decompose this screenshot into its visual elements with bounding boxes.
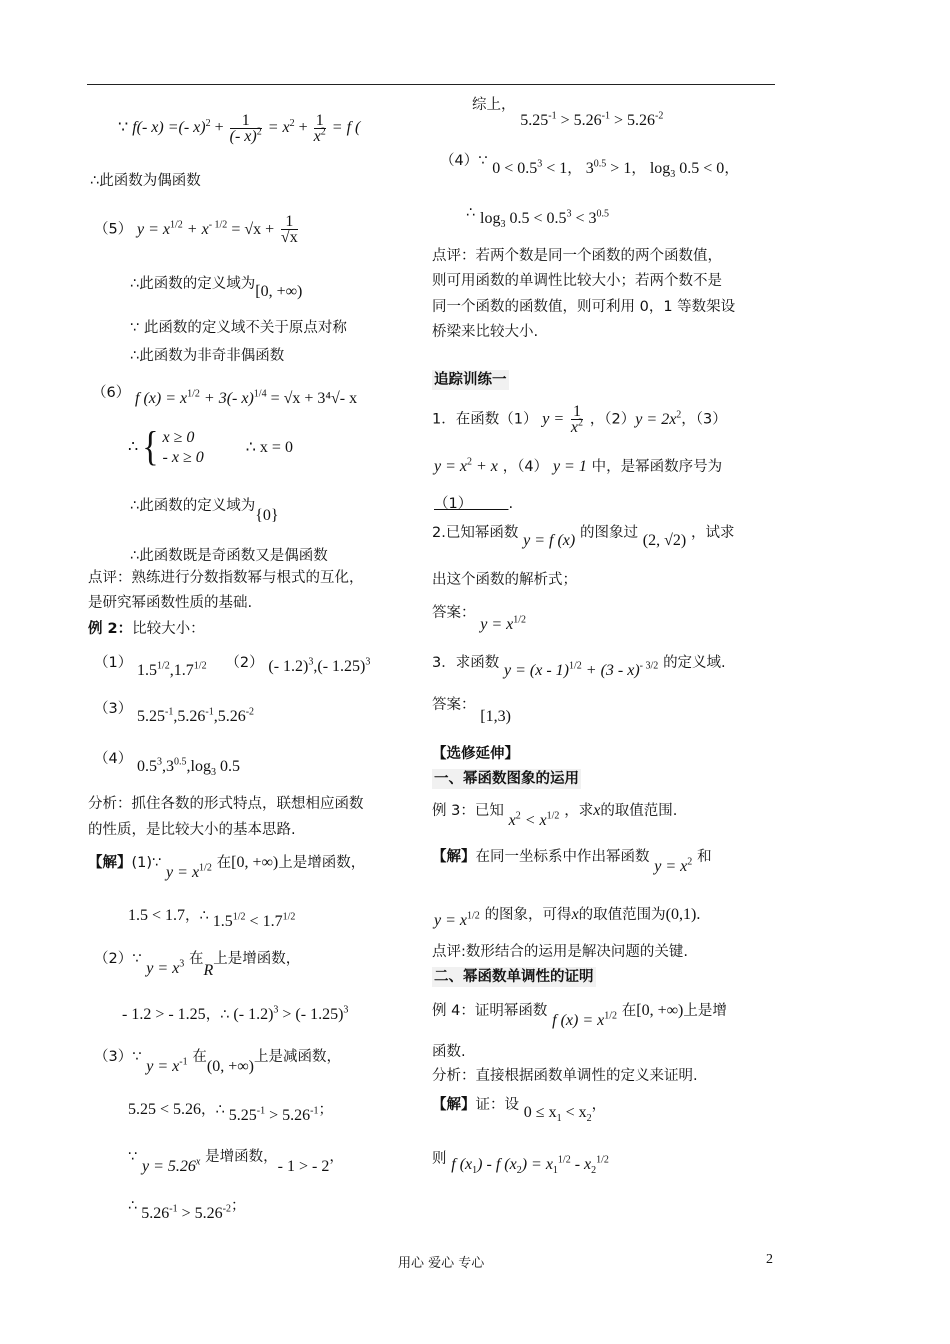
conclusion-neither: ∴此函数为非奇非偶函数: [130, 348, 285, 364]
example4-line: 例 4：证明幂函数 f $(x) = x^{1/2}$ 在[0, +∞)上是增: [432, 1002, 727, 1029]
conclusion-even: ∴此函数为偶函数: [90, 173, 201, 189]
part4-result: ∴ $\log_3 0.5 < 0.5^3 < 3^{0.5}$: [466, 205, 610, 231]
fraction: $\frac{1}{(- x)^2}$: [229, 112, 262, 145]
example3-line: 例 3：已知 $x^2 < x^{1/2}$ ，求x的取值范围.: [432, 802, 678, 829]
domain-line: ∴此函数的定义域为[0, +∞): [130, 276, 303, 300]
solution-3: （3）∵ $y = x^{-1}$ 在(0, +∞)上是减函数，: [94, 1049, 341, 1075]
solution-1: 【解】(1)∵ $y = x^{1/2}$ 在[0, +∞)上是增函数，: [88, 854, 366, 881]
section1-title: 一、幂函数图象的运用: [434, 771, 579, 787]
header-rule: [87, 84, 775, 85]
analysis-line: 的性质，是比较大小的基本思路.: [88, 822, 296, 838]
solution-1-result: 1.5 < 1.7，∴ $1.5^{1/2} < 1.7^{1/2}$: [128, 907, 296, 930]
track-q2: 2.已知幂函数 y = f (x) 的图象过 (2, √2) ，试求: [432, 525, 735, 549]
extension-title: 【选修延伸】: [432, 746, 519, 762]
solution-3-step: ∵ $y = 5.26^x$ 是增函数，- 1 > - 2，: [128, 1149, 344, 1175]
note-line: 桥梁来比较大小.: [432, 324, 539, 340]
question-1-2: （1） $1.5^{1/2},1.7^{1/2}$ （2） (- 1.2)$^3$,(- 1.25)$^3$: [94, 655, 371, 679]
note-line: 是研究幂函数性质的基础.: [88, 595, 253, 611]
solution-3-result: 5.25 < 5.26，∴ $5.25^{-1} > 5.26^{-1}$；: [128, 1101, 333, 1124]
question-4: （4） $0.5^3,3^{0.5},\log_3$ 0.5: [94, 751, 240, 779]
symmetry-line: ∵ 此函数的定义域不关于原点对称: [130, 320, 347, 336]
track-training-title: 追踪训练一: [434, 372, 507, 388]
fraction: $\frac{1}{√x}$: [280, 213, 298, 246]
example3-solution-cont: $y = x^{1/2}$ 的图象，可得x的取值范围为(0,1).: [434, 906, 701, 929]
track-q1-answer: （1） .: [434, 496, 514, 512]
question-3: （3） $5.25^{-1},5.26^{-1},5.26^{-2}$: [94, 701, 255, 725]
solution-2: （2）∵ $y = x^3$ 在R上是增函数，: [94, 951, 301, 979]
summary-line: 综上， $5.25^{-1} > 5.26^{-1} > 5.26^{-2}$: [472, 97, 664, 129]
part6-line: （6） f $(x) = x^{1/2} + 3(-$ x)$^{1/4}$ = √x + 3⁴√- x: [92, 385, 358, 407]
example4-analysis: 分析：直接根据函数单调性的定义来证明.: [432, 1068, 698, 1084]
example4-cont: 函数.: [432, 1044, 466, 1060]
page-number: 2: [766, 1252, 773, 1267]
solution-2-result: - 1.2 > - 1.25，∴ (- 1.2)$^3$ > (- 1.25)$^3$: [122, 1004, 349, 1023]
track-q2-answer: 答案： $y = x^{1/2}$: [432, 605, 527, 633]
footer-motto: 用心 爱心 专心: [398, 1256, 485, 1271]
system-line: ∴ { x ≥ 0 - x ≥ 0 ∴ x = 0: [128, 425, 293, 470]
domain-line-6: ∴此函数的定义域为{0}: [130, 498, 279, 524]
solution-3-final: ∴ $5.26^{-1} > 5.26^{-2}$；: [128, 1198, 246, 1222]
note-line: 点评：熟练进行分数指数幂与根式的互化，: [88, 570, 364, 586]
track-q2-cont: 出这个函数的解析式；: [432, 572, 577, 588]
example3-note: 点评:数形结合的运用是解决问题的关键.: [432, 944, 688, 960]
example2-title: 例 2：比较大小：: [88, 621, 205, 637]
track-q3: 3．求函数 y = (x - 1)$^{1/2}$ + (3 - x)$^{- 3/2}$ 的定义域.: [432, 655, 726, 679]
fraction: $\frac{1}{x^2}$: [570, 403, 584, 436]
part4-line: （4）∵ $0 < 0.5^3 < 1$， $3^{0.5} > 1$， $\log_3 0.5 < 0$，: [440, 153, 739, 181]
track-q3-answer: 答案： [1,3): [432, 697, 511, 725]
track-q1: 1．在函数（1） y = $\frac{1}{x^2}$ ，$(2)y = 2x^2$，（3）: [432, 403, 727, 436]
note-line: 点评：若两个数是同一个函数的两个函数值，: [432, 248, 722, 264]
example3-solution: 【解】在同一坐标系中作出幂函数 $y = x^2$ 和: [432, 849, 712, 875]
example4-solution: 【解】证：设 $0 \le x_1 < x_2$，: [432, 1097, 607, 1125]
fraction: $\frac{1}{x^2}$: [313, 112, 326, 145]
section2-title: 二、幂函数单调性的证明: [434, 969, 594, 985]
part5-line: （5） $y = x^{1/2} + x^{- 1/2} = √x$ + $\frac{1}{√x}$: [94, 213, 298, 246]
conclusion-both: ∴此函数既是奇函数又是偶函数: [130, 548, 328, 564]
note-line: 则可用函数的单调性比较大小；若两个数不是: [432, 273, 722, 289]
equation-line: ∵ f(- x) =(- x)$^2$ + $\frac{1}{(- x)^2}$ = $x^2$ + $\frac{1}{x^2}$ = f (: [118, 112, 361, 145]
note-line: 同一个函数的函数值，则可利用 0，1 等数架设: [432, 299, 736, 315]
track-q1-cont: $y = x^2 + x$ ，（4） y = 1 中，是幂函数序号为: [434, 456, 723, 475]
example4-diff: 则 f $(x_1)$ - f $(x_2) = x_1^{1/2} - x_2^{1/2}$: [432, 1151, 609, 1177]
analysis-line: 分析：抓住各数的形式特点，联想相应函数: [88, 796, 364, 812]
